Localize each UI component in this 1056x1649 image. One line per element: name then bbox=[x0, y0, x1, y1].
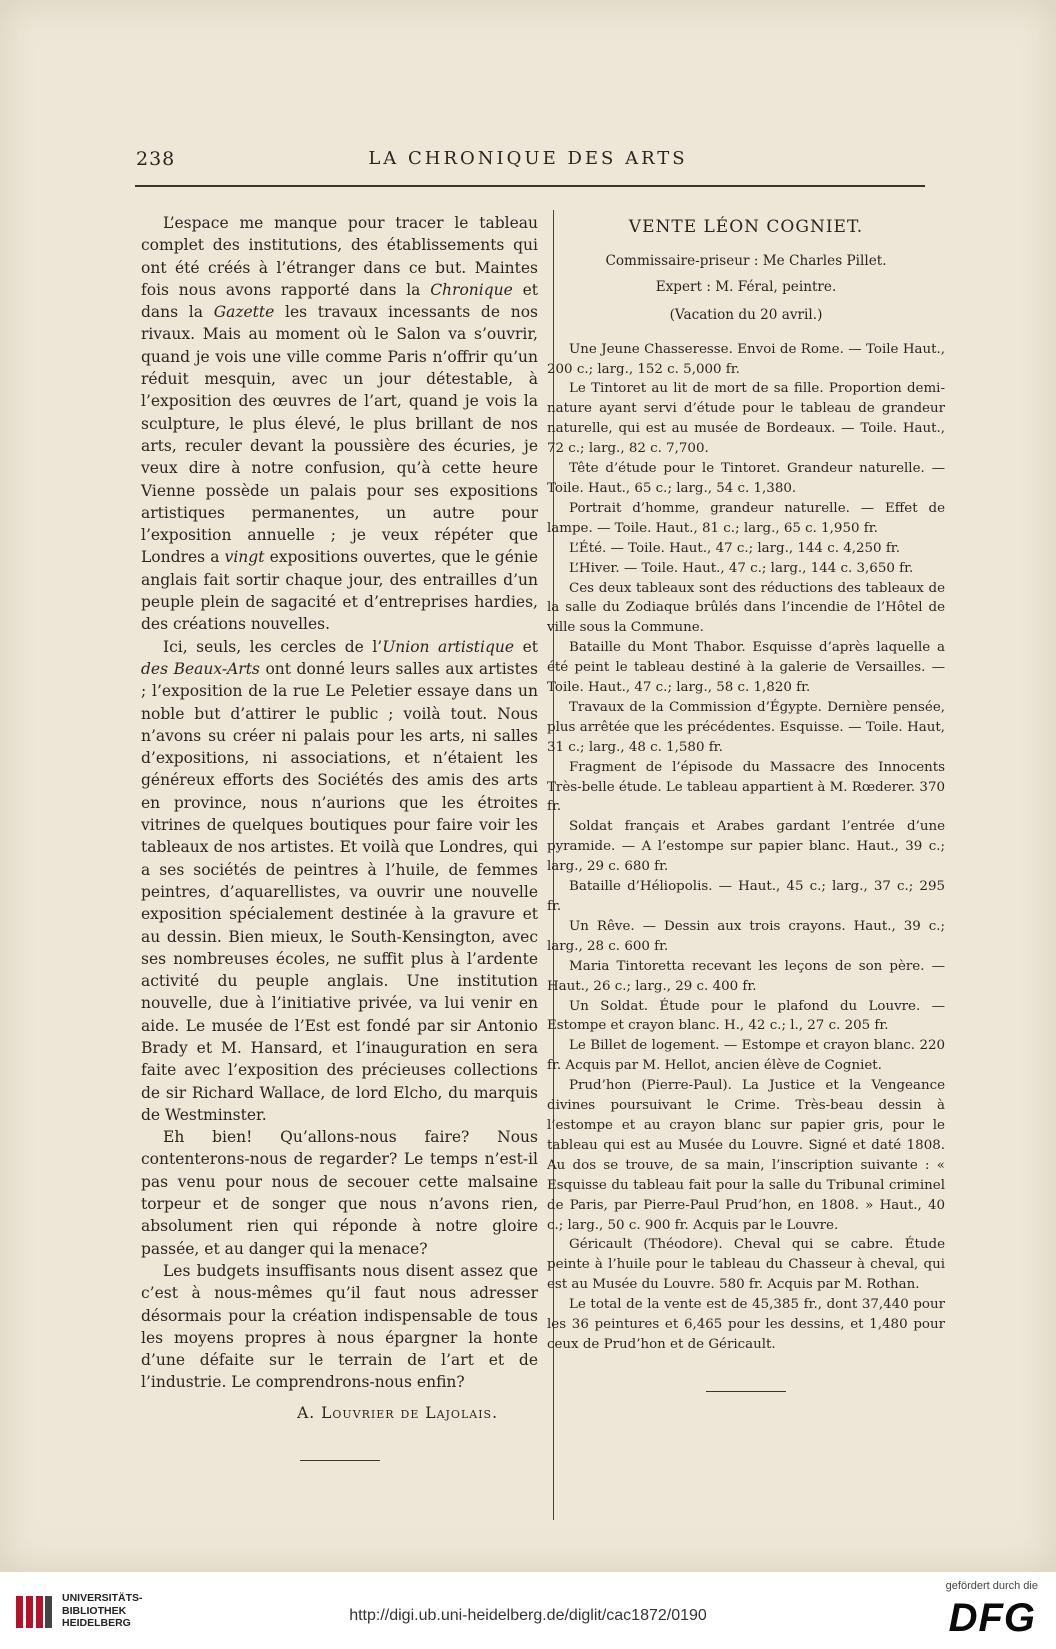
sale-entry: Travaux de la Commission d’Égypte. Dernière pensée, plus arrêtée que les précédentes. Esquisse. — Toile. Haut, 31 c.; larg., 48 c. 1,580 fr. bbox=[547, 699, 945, 755]
end-rule bbox=[706, 1391, 786, 1392]
session-date: (Vacation du 20 avril.) bbox=[669, 306, 823, 323]
article-paragraph: Eh bien! Qu’allons-nous faire? Nous contenterons-nous de regarder? Le temps n’est-il pas venu pour nous de secouer cette malsaine torpeur et de songer que nous n’avons rien, absolument rien qui réponde à notre gloire passée, et au danger qui la menace? bbox=[141, 1128, 538, 1258]
sale-entry: Un Soldat. Étude pour le plafond du Louvre. — Estompe et crayon blanc. H., 42 c.; l., 27 c. 205 fr. bbox=[547, 998, 945, 1034]
permalink-url[interactable]: http://digi.ub.uni-heidelberg.de/diglit/cac1872/0190 bbox=[349, 1607, 707, 1624]
author-signature: A. Louvrier de Lajolais. bbox=[297, 1403, 498, 1422]
sale-entry: Le Tintoret au lit de mort de sa fille. Proportion demi-nature ayant servi d’étude pour le tableau de grandeur naturelle, qui est au musée de Bordeaux. — Toile. Haut., 72 c.; larg., 82 c. 7,700. bbox=[547, 381, 945, 457]
sale-entry: L’Hiver. — Toile. Haut., 47 c.; larg., 144 c. 3,650 fr. bbox=[569, 560, 914, 576]
dfg-logo: DFG bbox=[948, 1596, 1036, 1640]
right-column-sale-listing bbox=[547, 212, 945, 1392]
digitization-footer bbox=[0, 1572, 1056, 1649]
sale-entry: Le Billet de logement. — Estompe et crayon blanc. 220 fr. Acquis par M. Hellot, ancien élève de Cogniet. bbox=[547, 1038, 945, 1074]
sale-entry: Tête d’étude pour le Tintoret. Grandeur naturelle. — Toile. Haut., 65 c.; larg., 54 c. 1,380. bbox=[547, 461, 945, 496]
sale-entry: Prud’hon (Pierre-Paul). La Justice et la Vengeance divines poursuivant le Crime. Très-beau dessin à l’estompe et au crayon blanc sur papier gris, pour le tableau qui est au Musée du Louvre. Signé et daté 1808. Au dos se trouve, de sa main, l’inscription suivante : « Esquisse du tableau fait pour la salle du Tribunal criminel de Paris, par Pierre-Paul Prud’hon, en 1808. » Haut., 40 c.; larg., 50 c. 900 fr. Acquis par le Louvre. bbox=[547, 1078, 945, 1233]
sale-entries bbox=[547, 340, 945, 1355]
left-column-article bbox=[141, 212, 538, 1461]
sale-entry: Soldat français et Arabes gardant l’entrée d’une pyramide. — A l’estompe sur papier blanc. Haut., 39 c.; larg., 29 c. 680 fr. bbox=[547, 819, 945, 875]
expert-line: Expert : M. Féral, peintre. bbox=[655, 278, 837, 295]
sale-entry: Fragment de l’épisode du Massacre des Innocents Très-belle étude. Le tableau appartient à M. Rœderer. 370 fr. bbox=[547, 759, 945, 815]
page-number: 238 bbox=[136, 148, 176, 170]
sale-title: VENTE LÉON COGNIET. bbox=[628, 217, 864, 237]
article-paragraph: Les budgets insuffisants nous disent assez que c’est à nous-mêmes qu’il faut nous adresser désormais pour la création indispensable de tous les moyens propres à nous épargner la honte d’une défaite sur le terrain de l’art et de l’industrie. Le comprendrons-nous enfin? bbox=[141, 1261, 538, 1392]
sale-entry: Bataille du Mont Thabor. Esquisse d’après laquelle a été peint le tableau destiné à la galerie de Versailles. — Toile. Haut., 47 c.; larg., 58 c. 1,820 fr. bbox=[547, 640, 945, 696]
sale-entry: Ces deux tableaux sont des réductions des tableaux de la salle du Zodiaque brûlés dans l’incendie de l’Hôtel de ville sous la Commune. bbox=[547, 580, 945, 636]
library-name-line: HEIDELBERG bbox=[62, 1617, 131, 1629]
sponsor-caption: gefördert durch die bbox=[945, 1580, 1038, 1592]
sale-entry: Maria Tintoretta recevant les leçons de son père. — Haut., 26 c.; larg., 29 c. 400 fr. bbox=[547, 958, 945, 994]
sale-entry: Portrait d’homme, grandeur naturelle. — Effet de lampe. — Toile. Haut., 81 c.; larg., 65 c. 1,950 fr. bbox=[547, 500, 945, 536]
journal-title: LA CHRONIQUE DES ARTS bbox=[368, 148, 688, 169]
end-rule bbox=[300, 1460, 380, 1461]
header-rule bbox=[135, 185, 925, 187]
sale-entry: Le total de la vente est de 45,385 fr., dont 37,440 pour les 36 peintures et 6,465 pour les dessins, et 1,480 pour ceux de Prud’hon et de Géricault. bbox=[547, 1297, 945, 1352]
library-name-line: UNIVERSITÄTS- bbox=[62, 1592, 143, 1604]
sale-entry: L’Été. — Toile. Haut., 47 c.; larg., 144 c. 4,250 fr. bbox=[569, 540, 900, 556]
sale-entry: Une Jeune Chasseresse. Envoi de Rome. — Toile Haut., 200 c.; larg., 152 c. 5,000 fr. bbox=[547, 341, 945, 377]
auctioneer-line: Commissaire-priseur : Me Charles Pillet. bbox=[605, 252, 887, 269]
article-paragraph: Ici, seuls, les cercles de l’Union artistique et des Beaux-Arts ont donné leurs salles aux artistes ; l’exposition de la rue Le Peletier essaye dans un noble but d’attirer le public ; voilà tout. Nous n’avons su créer ni palais pour les arts, ni salles d’expositions, ni associations, et n’étaient les généreux efforts des Sociétés des amis des arts en province, nous n’aurions que les étroites vitrines de quelques boutiques pour faire voir les tableaux de nos artistes. Et voilà que Londres, qui a ses sociétés de peintres à l’huile, de femmes peintres, d’aquarellistes, va ouvrir une nouvelle exposition spécialement destinée à la gravure et au dessin. Bien mieux, le South-Kensington, avec ses nombreuses écoles, ne suffit plus à l’ardente activité du peuple anglais. Une institution nouvelle, due à l’initiative privée, va lui venir en aide. Le musée de l’Est est fondé par sir Antonio Brady et M. Hansard, et l’inauguration en sera faite avec l’exposition des précieuses collections de sir Richard Wallace, de lord Elcho, du marquis de Westminster. bbox=[141, 637, 538, 1124]
running-head bbox=[132, 148, 924, 178]
sale-entry: Géricault (Théodore). Cheval qui se cabre. Étude peinte à l’huile pour le tableau du Chasseur à cheval, qui est au Musée du Louvre. 580 fr. Acquis par M. Rothan. bbox=[547, 1237, 945, 1293]
sale-entry: Bataille d’Héliopolis. — Haut., 45 c.; larg., 37 c.; 295 fr. bbox=[547, 879, 945, 914]
article-paragraph: L’espace me manque pour tracer le tableau complet des institutions, des établissements qui ont été créés à l’étranger dans ce but. Maintes fois nous avons rapporté dans la Chronique et dans la Gazette les travaux incessants de nos rivaux. Mais au moment où le Salon va s’ouvrir, quand je vois une ville comme Paris n’offrir qu’un réduit mesquin, avec un jour détestable, à l’exposition des œuvres de l’art, quand je vois la sculpture, le plus élevé, le plus brillant de nos arts, reculer devant la poussière des écuries, je veux dire à notre confusion, qu’à cette heure Vienne possède un palais pour ses expositions artistiques permanentes, un autre pour l’exposition annuelle ; je veux répéter que Londres a vingt expositions ouvertes, que le génie anglais fait sortir chaque jour, des entrailles d’un peuple plein de sagacité et d’entreprises hardies, des créations nouvelles. bbox=[141, 214, 539, 634]
sale-entry: Un Rêve. — Dessin aux trois crayons. Haut., 39 c.; larg., 28 c. 600 fr. bbox=[547, 918, 945, 954]
library-name-line: BIBLIOTHEK bbox=[62, 1604, 127, 1617]
